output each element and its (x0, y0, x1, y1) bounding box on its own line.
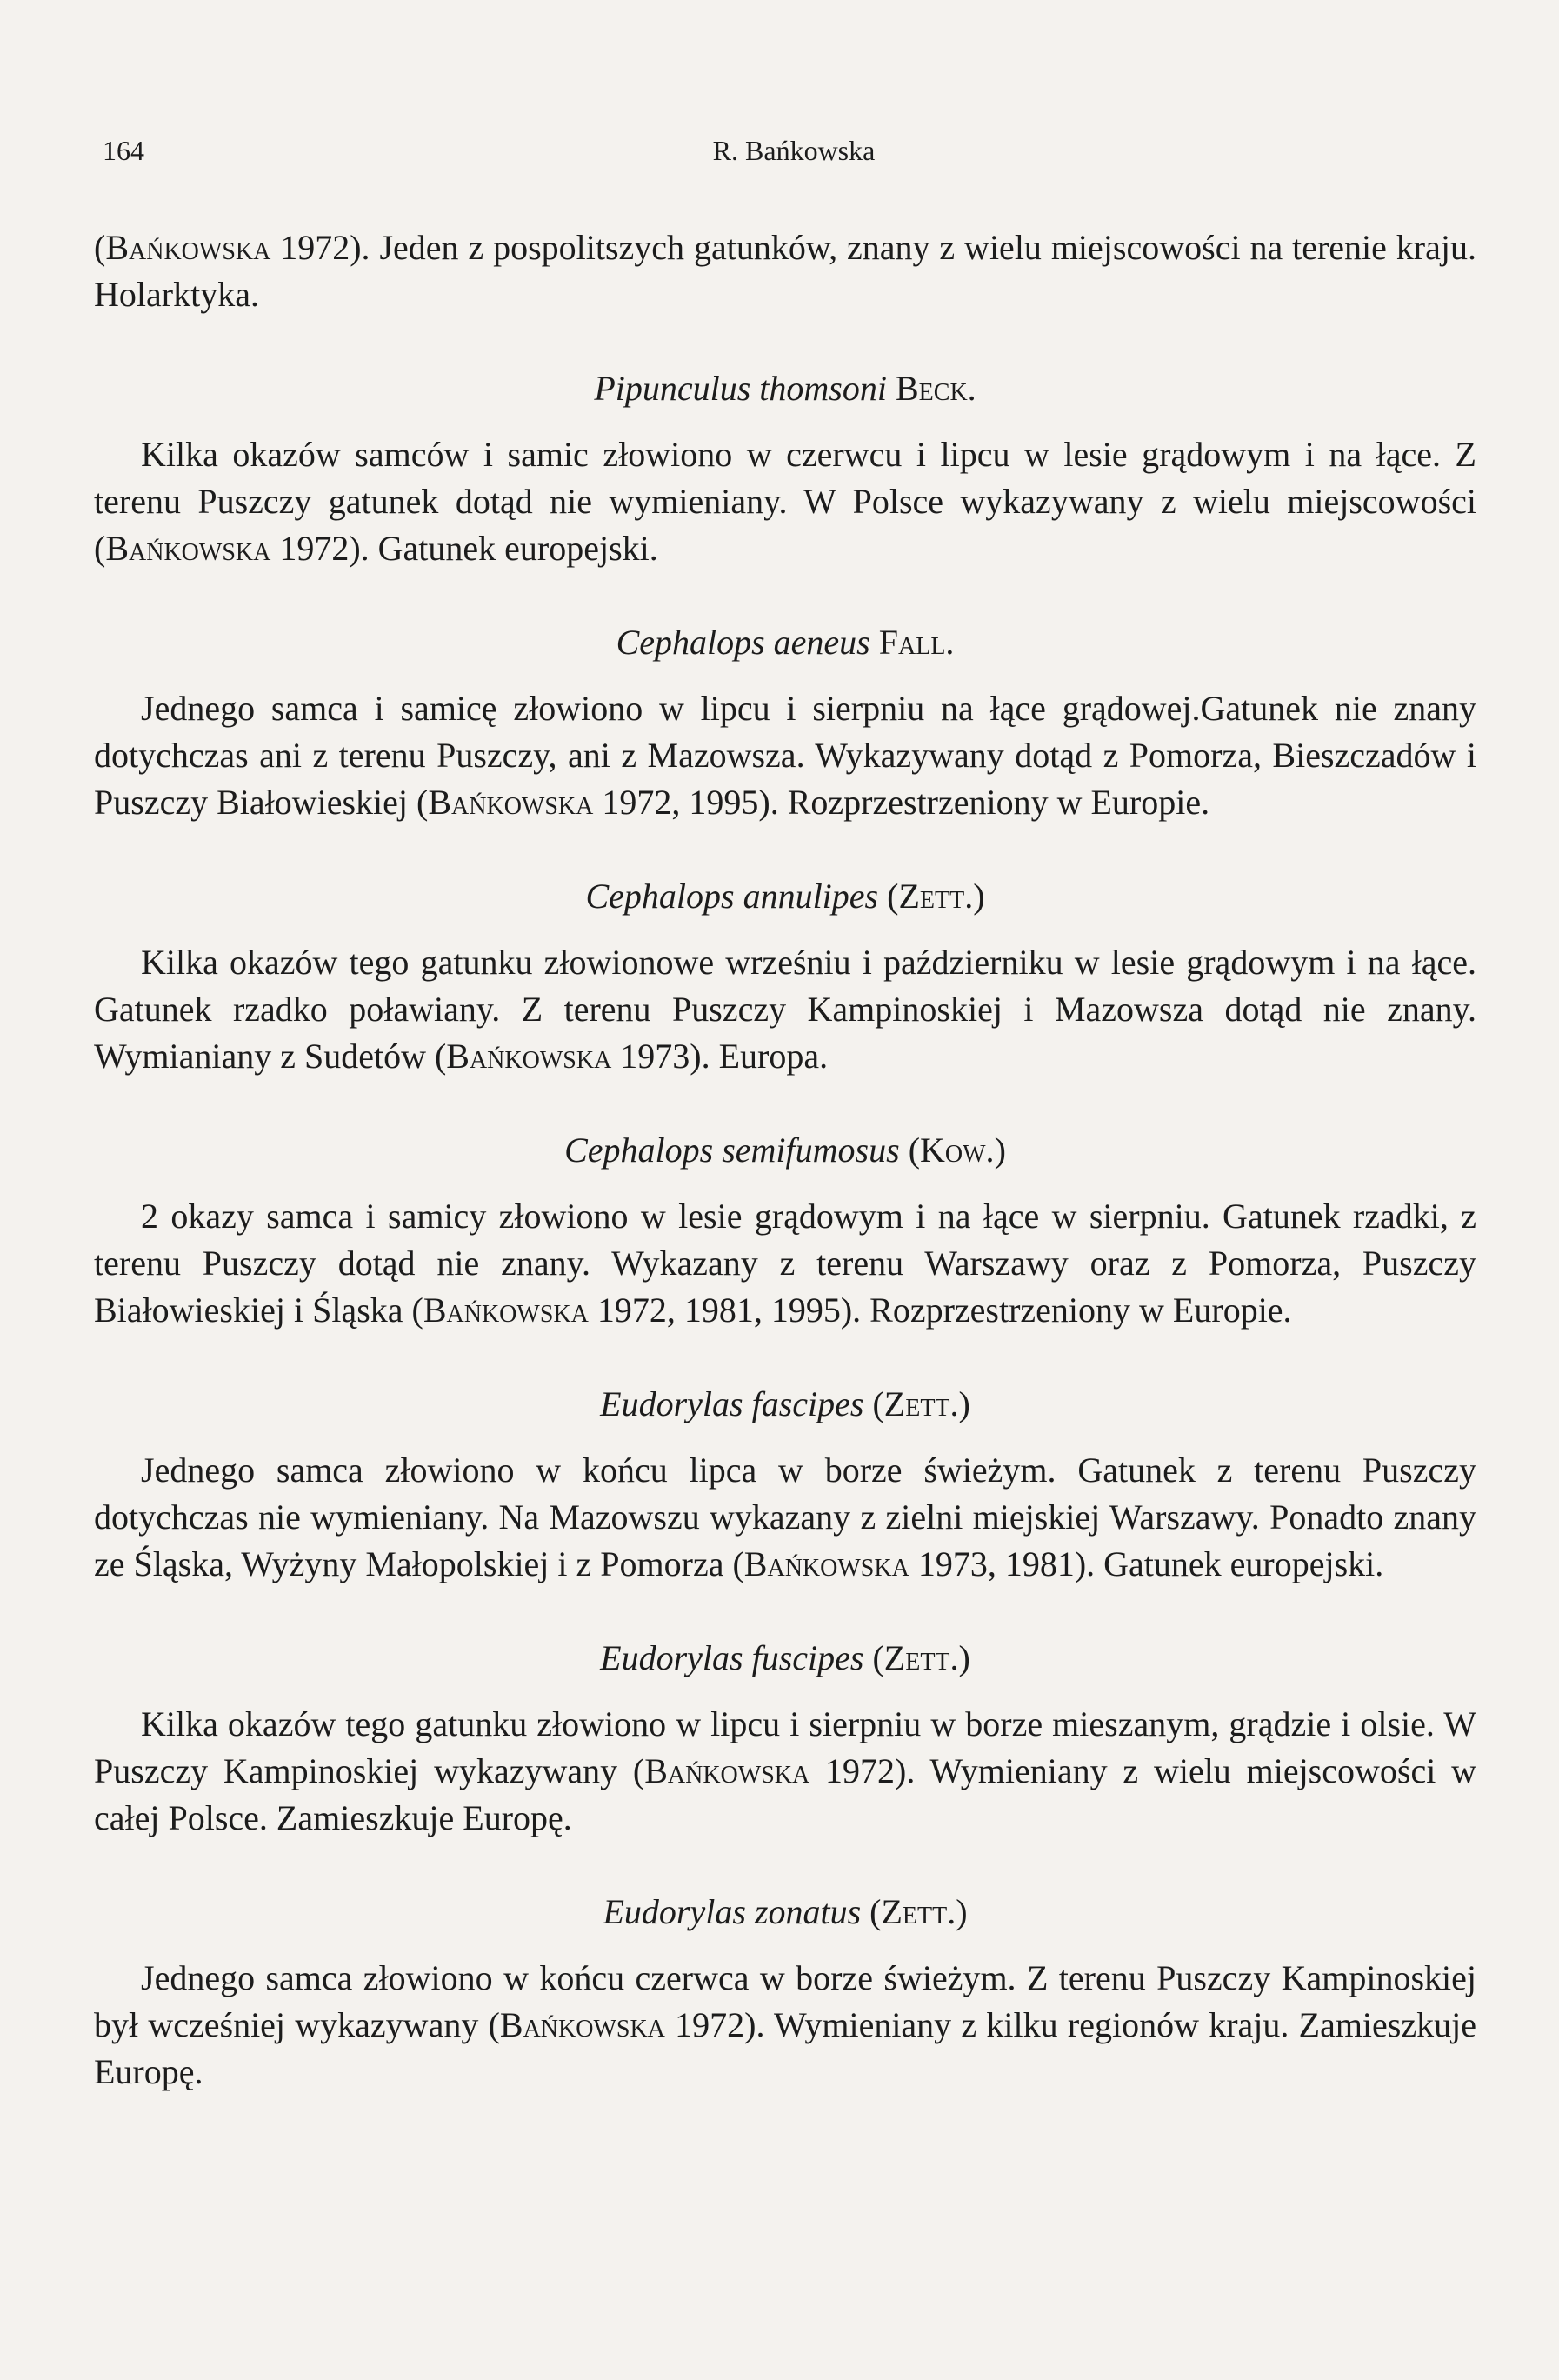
species-entry (94, 365, 1476, 572)
species-entry (94, 873, 1476, 1080)
species-author: Fall. (878, 623, 955, 662)
species-name: Eudorylas zonatus (603, 1892, 862, 1931)
page-number: 164 (103, 135, 144, 166)
paragraph-text: Jeden z pospolitszych gatunków, znany z wielu miejscowości na terenie kraju. Holarktyka. (94, 228, 1476, 314)
species-heading: Eudorylas fuscipes (Zett.) (600, 1638, 970, 1677)
species-name: Cephalops annulipes (585, 877, 879, 916)
species-heading (94, 365, 1476, 412)
species-name: Cephalops semifumosus (564, 1130, 900, 1170)
species-entry (94, 1381, 1476, 1588)
citation-author: Bańkowska (499, 2005, 665, 2044)
species-heading: Eudorylas zonatus (Zett.) (603, 1892, 968, 1931)
citation-author: Bańkowska (743, 1544, 909, 1583)
species-author: Zett. (881, 1892, 956, 1931)
intro-paragraph: (Bańkowska 1972). Jeden z pospolitszych gatunków, znany z wielu miejscowości na terenie kraju. Holarktyka. (94, 228, 1476, 314)
citation-author: Bańkowska (423, 1290, 589, 1330)
species-paragraph: Kilka okazów tego gatunku złowiono w lipcu i sierpniu w borze mieszanym, grądzie i olsie. W Puszczy Kampinoskiej wykazywany (Bańkowska 1972). Wymieniany z wielu miejscowości w całej Polsce. Zamieszkuje Europę. (94, 1704, 1477, 1837)
citation-author: Bańkowska (446, 1037, 612, 1076)
species-entry (94, 619, 1476, 826)
species-heading (94, 619, 1476, 666)
species-author: Zett. (883, 1638, 959, 1677)
species-name: Eudorylas fuscipes (600, 1638, 864, 1677)
species-entry (94, 1889, 1476, 2096)
citation-author: Bańkowska (428, 783, 594, 822)
species-author: Beck. (895, 369, 976, 408)
body-text (94, 224, 1476, 2096)
species-entry (94, 1127, 1476, 1334)
species-paragraph: 2 okazy samca i samicy złowiono w lesie grądowym i na łące w sierpniu. Gatunek rzadki, z terenu Puszczy dotąd nie znany. Wykazany z terenu Warszawy oraz z Pomorza, Puszczy Białowieskiej i Śląska (Bańkowska 1972, 1981, 1995). Rozprzestrzeniony w Europie. (94, 1197, 1476, 1330)
species-name: Eudorylas fascipes (600, 1384, 864, 1423)
running-head: R. Bańkowska (712, 135, 876, 166)
species-heading: Eudorylas fascipes (Zett.) (600, 1384, 970, 1423)
species-paragraph: Kilka okazów tego gatunku złowionowe wrześniu i październiku w lesie grądowym i na łące. Gatunek rzadko poławiany. Z terenu Puszczy Kampinoskiej i Mazowsza dotąd nie znany. Wymianiany z Sudetów (Bańkowska 1973). Europa. (94, 943, 1476, 1076)
citation-author: Bańkowska (105, 529, 271, 568)
citation-author: Bańkowska (105, 228, 271, 267)
species-heading: Cephalops semifumosus (Kow.) (564, 1130, 1006, 1170)
species-paragraph: Jednego samca złowiono w końcu lipca w borze świeżym. Gatunek z terenu Puszczy dotychczas nie wymieniany. Na Mazowszu wykazany z zielni miejskiej Warszawy. Ponadto znany ze Śląska, Wyżyny Małopolskiej i z Pomorza (Bańkowska 1973, 1981). Gatunek europejski. (94, 1450, 1476, 1583)
species-entry (94, 1635, 1476, 1842)
species-name: Cephalops aeneus (616, 623, 870, 662)
citation-year: 1972). (270, 228, 370, 267)
species-name: Pipunculus thomsoni (594, 369, 887, 408)
species-author: Kow. (920, 1130, 995, 1170)
page-header (103, 135, 1485, 170)
species-heading: Cephalops annulipes (Zett.) (585, 877, 985, 916)
citation-author: Bańkowska (644, 1751, 810, 1790)
species-author: Zett. (883, 1384, 959, 1423)
species-paragraph: Jednego samca złowiono w końcu czerwca w borze świeżym. Z terenu Puszczy Kampinoskiej był wcześniej wykazywany (Bańkowska 1972). Wymieniany z kilku regionów kraju. Zamieszkuje Europę. (94, 1958, 1476, 2091)
species-paragraph: Kilka okazów samców i samic złowiono w czerwcu i lipcu w lesie grądowym i na łące. Z terenu Puszczy gatunek dotąd nie wymieniany. W Polsce wykazywany z wielu miejscowości (Bańkowska 1972). Gatunek europejski. (94, 435, 1476, 568)
species-author: Zett. (898, 877, 974, 916)
species-paragraph: Jednego samca i samicę złowiono w lipcu i sierpniu na łące grądowej.Gatunek nie znany dotychczas ani z terenu Puszczy, ani z Mazowsza. Wykazywany dotąd z Pomorza, Bieszczadów i Puszczy Białowieskiej (Bańkowska 1972, 1995). Rozprzestrzeniony w Europie. (94, 689, 1476, 822)
